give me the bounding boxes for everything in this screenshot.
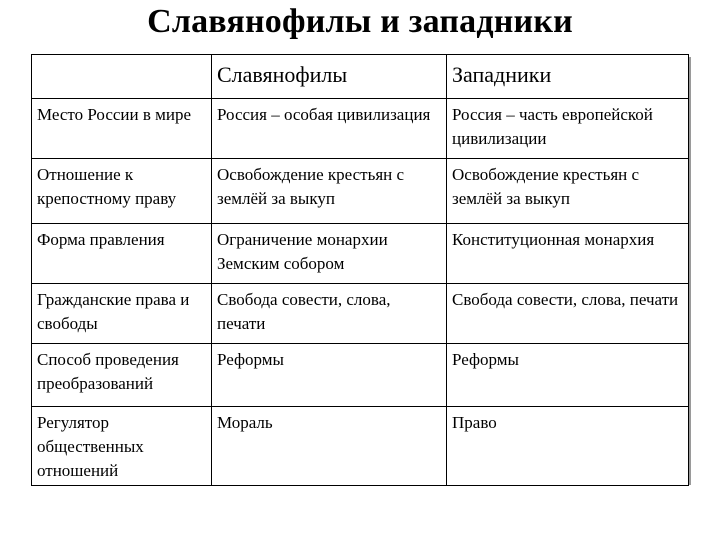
row-slavophiles-cell: Мораль	[212, 407, 447, 486]
row-criterion: Регулятор общественных отношений	[32, 407, 212, 486]
row-criterion: Гражданские права и свободы	[32, 284, 212, 344]
row-westerners-cell: Освобождение крестьян с землёй за выкуп	[447, 159, 689, 224]
row-westerners-cell: Свобода совести, слова, печати	[447, 284, 689, 344]
table-row	[32, 407, 689, 486]
row-slavophiles-cell: Реформы	[212, 344, 447, 407]
header-westerners: Западники	[447, 55, 689, 99]
comparison-table	[31, 54, 689, 486]
row-westerners-cell: Россия – часть европейской цивилизации	[447, 99, 689, 159]
row-slavophiles-cell: Россия – особая цивилизация	[212, 99, 447, 159]
table-row	[32, 159, 689, 224]
table-row	[32, 284, 689, 344]
table-row	[32, 224, 689, 284]
row-criterion: Форма правления	[32, 224, 212, 284]
slide-title: Славянофилы и западники	[147, 3, 573, 40]
header-slavophiles: Славянофилы	[212, 55, 447, 99]
row-westerners-cell: Реформы	[447, 344, 689, 407]
table-header-row	[32, 55, 689, 99]
table-row	[32, 344, 689, 407]
row-slavophiles-cell: Освобождение крестьян с землёй за выкуп	[212, 159, 447, 224]
row-slavophiles-cell: Ограничение монархии Земским собором	[212, 224, 447, 284]
row-criterion: Способ проведения преобразований	[32, 344, 212, 407]
table-row	[32, 99, 689, 159]
header-corner-cell	[32, 55, 212, 99]
row-criterion: Отношение к крепостному праву	[32, 159, 212, 224]
row-slavophiles-cell: Свобода совести, слова, печати	[212, 284, 447, 344]
row-westerners-cell: Право	[447, 407, 689, 486]
row-westerners-cell: Конституционная монархия	[447, 224, 689, 284]
row-criterion: Место России в мире	[32, 99, 212, 159]
